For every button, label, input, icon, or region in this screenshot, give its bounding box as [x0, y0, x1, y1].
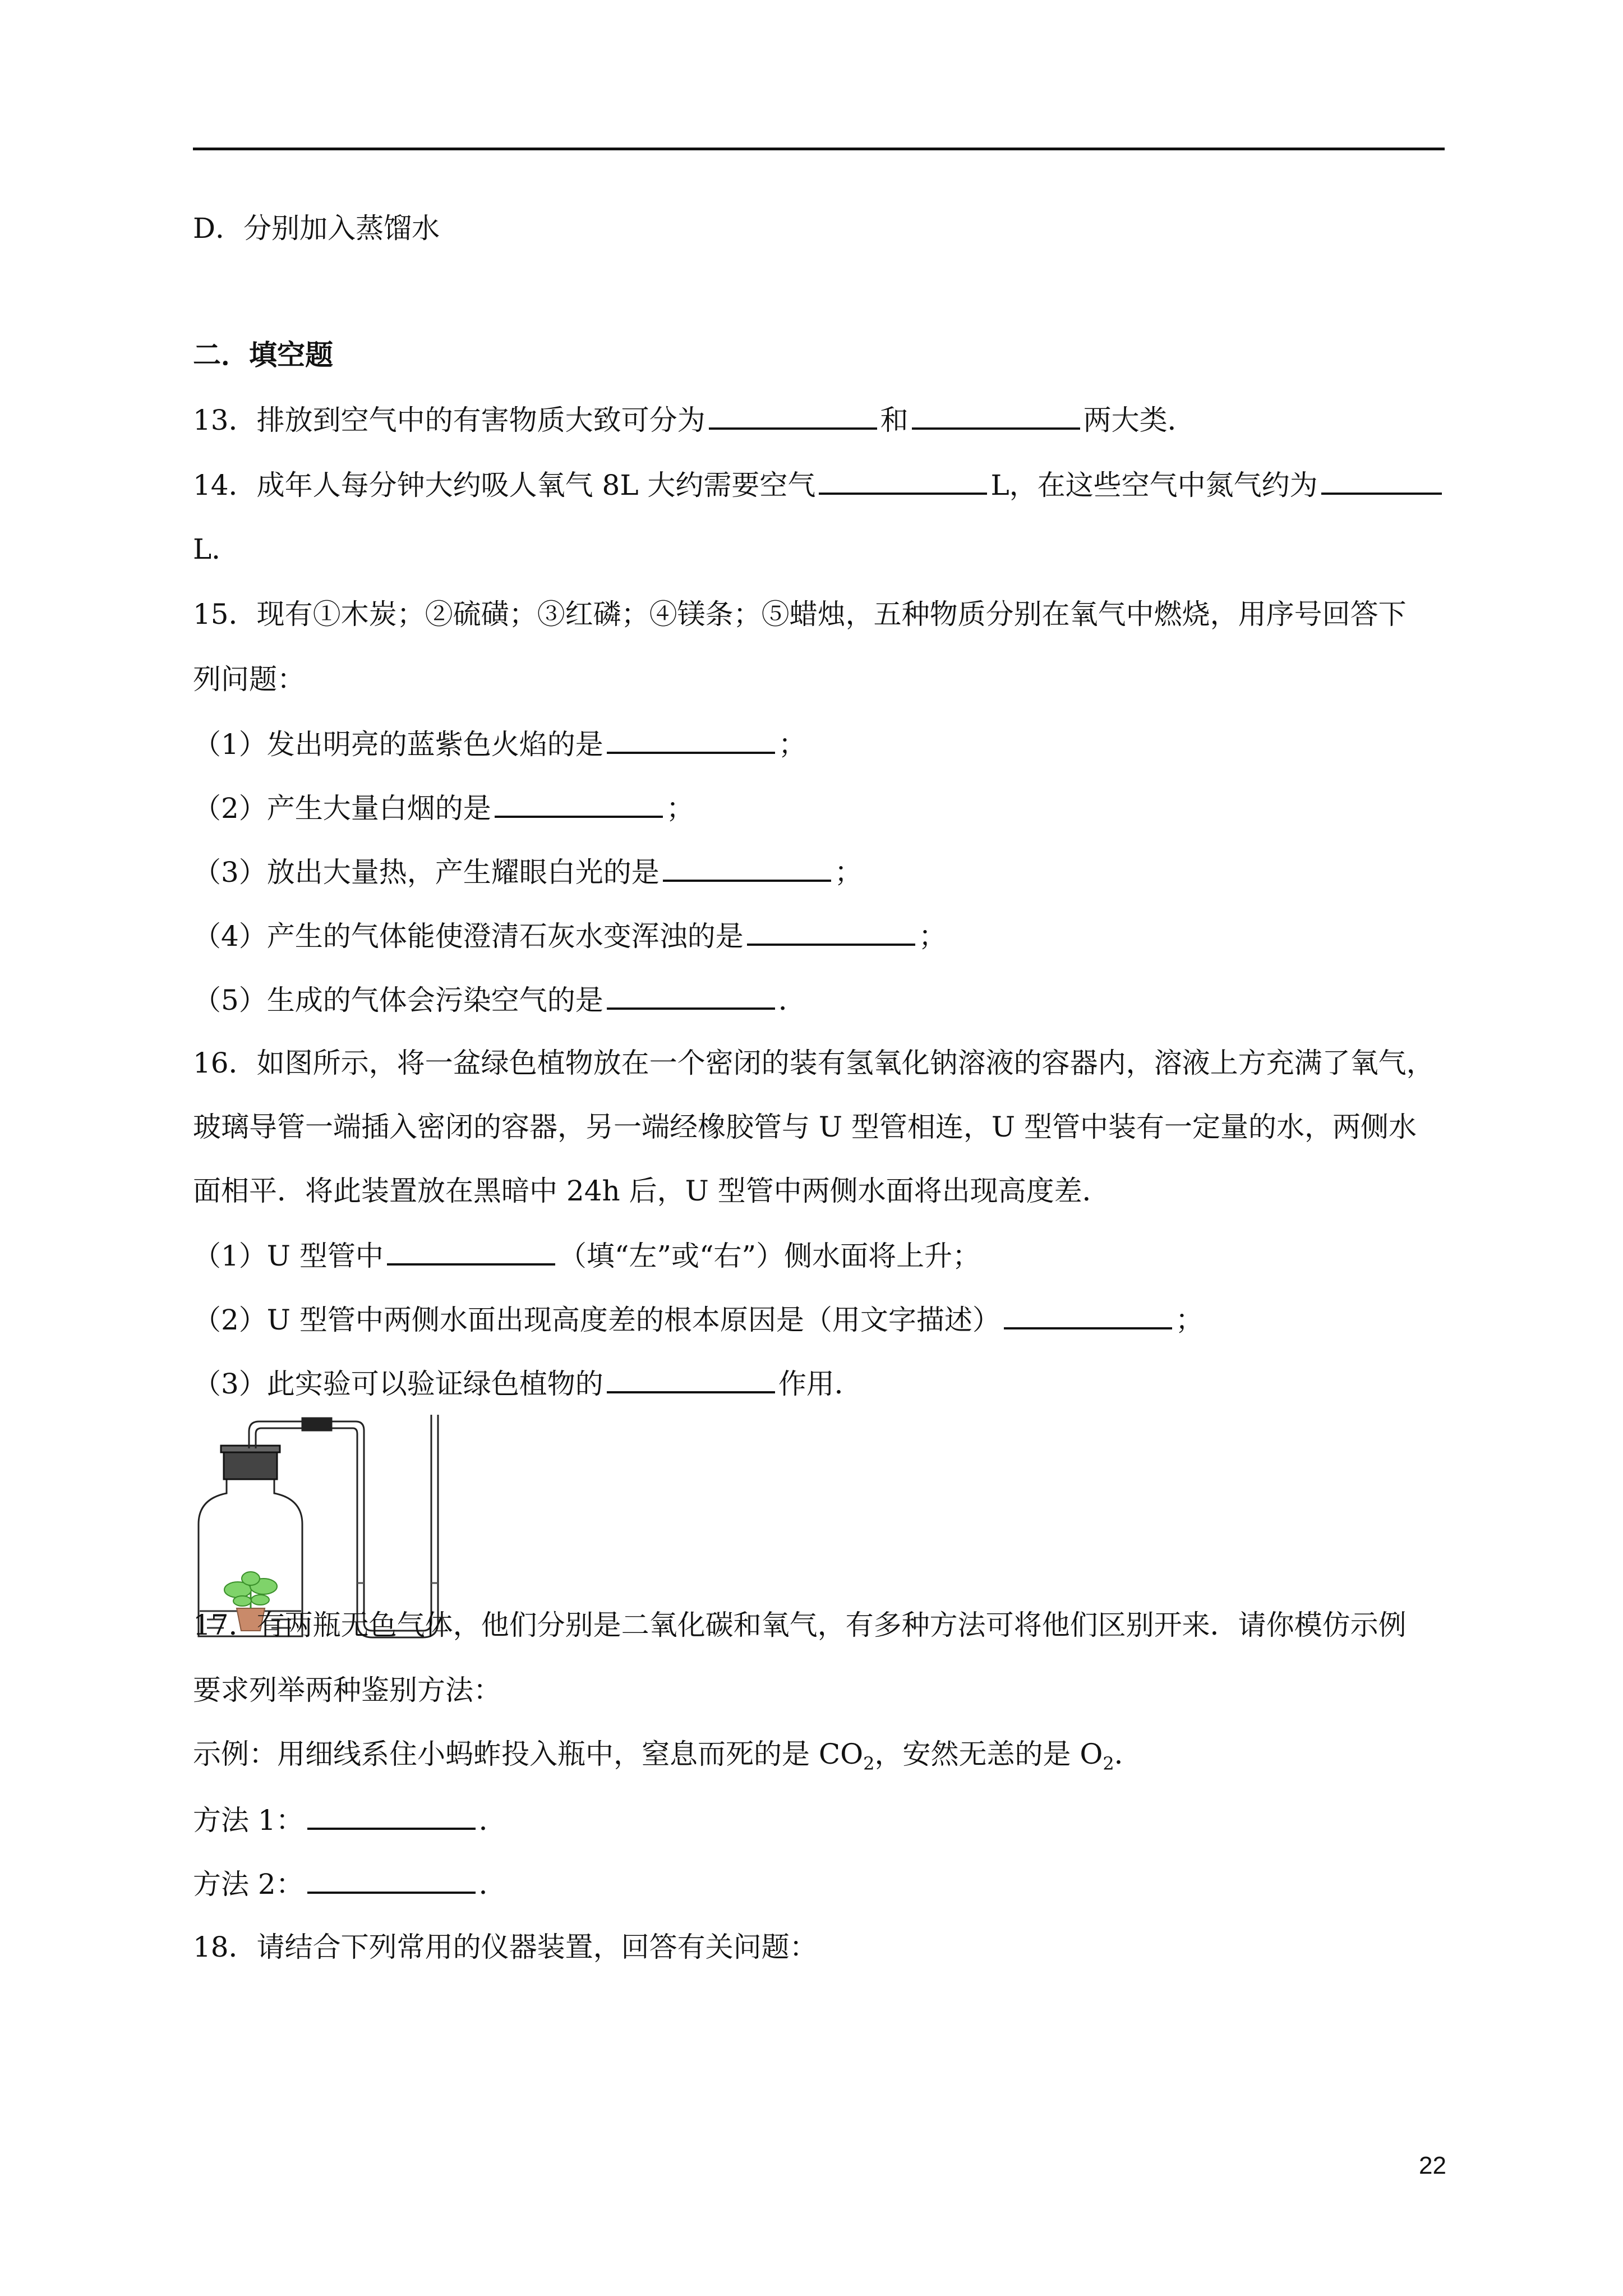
question-17-method1: 方法 1： ． — [193, 1800, 1449, 1840]
question-14-cont: L． — [193, 533, 240, 565]
question-15-line1: 15．现有①木炭；②硫磺；③红磷；④镁条；⑤蜡烛，五种物质分别在氧气中燃烧，用序号回答下 — [193, 598, 1407, 631]
answer-blank[interactable] — [607, 724, 775, 754]
question-15-sub4: （4）产生的气体能使澄清石灰水变浑浊的是 ； — [193, 915, 1449, 956]
answer-blank[interactable] — [747, 915, 915, 946]
answer-blank[interactable] — [307, 1864, 476, 1894]
question-16-line2: 玻璃导管一端插入密闭的容器，另一端经橡胶管与 U 型管相连，U 型管中装有一定量的水，两侧水 — [193, 1111, 1417, 1143]
question-17-method2: 方法 2： ． — [193, 1864, 1449, 1904]
answer-blank[interactable] — [819, 464, 987, 495]
answer-blank[interactable] — [387, 1235, 555, 1266]
question-16-sub3: （3）此实验可以验证绿色植物的 作用． — [193, 1363, 1449, 1404]
question-17-line2: 要求列举两种鉴别方法： — [193, 1674, 501, 1706]
question-16-line3: 面相平．将此装置放在黑暗中 24h 后，U 型管中两侧水面将出现高度差． — [193, 1175, 1110, 1207]
answer-blank[interactable] — [607, 1363, 775, 1393]
answer-blank[interactable] — [307, 1800, 476, 1830]
answer-blank[interactable] — [1321, 464, 1442, 495]
question-17-example: 示例：用细线系住小蚂蚱投入瓶中，窒息而死的是 $CO_2$，安然无恙的是 $O_2$． — [193, 1738, 1142, 1774]
question-15-sub3: （3）放出大量热，产生耀眼白光的是 ； — [193, 852, 1449, 892]
answer-blank[interactable] — [495, 788, 663, 818]
section-title: 二．填空题 — [193, 338, 333, 371]
answer-blank[interactable] — [709, 399, 877, 430]
question-13: 13．排放到空气中的有害物质大致可分为 和 两大类． — [193, 399, 1449, 440]
answer-blank[interactable] — [1004, 1299, 1172, 1329]
question-14: 14．成年人每分钟大约吸人氧气 8L 大约需要空气 L，在这些空气中氮气约为 — [193, 464, 1449, 505]
answer-blank[interactable] — [607, 979, 775, 1010]
question-15-sub5: （5）生成的气体会污染空气的是 ． — [193, 979, 1449, 1020]
question-15-sub1: （1）发出明亮的蓝紫色火焰的是 ； — [193, 724, 1449, 764]
option-d: D．分别加入蒸馏水 — [193, 212, 440, 245]
question-16-sub2: （2）U 型管中两侧水面出现高度差的根本原因是（用文字描述） ； — [193, 1299, 1449, 1340]
question-16-line1: 16．如图所示，将一盆绿色植物放在一个密闭的装有氢氧化钠溶液的容器内，溶液上方充满了氧气， — [193, 1047, 1435, 1079]
answer-blank[interactable] — [663, 852, 831, 882]
question-18: 18．请结合下列常用的仪器装置，回答有关问题： — [193, 1931, 818, 1963]
page-number: 22 — [1419, 2152, 1446, 2179]
question-15-sub2: （2）产生大量白烟的是 ； — [193, 788, 1449, 828]
answer-blank[interactable] — [912, 399, 1080, 430]
question-15-line2: 列问题： — [193, 663, 305, 696]
question-16-sub1: （1）U 型管中 （填“左”或“右”）侧水面将上升； — [193, 1235, 1449, 1276]
question-17-line1: 17．有两瓶无色气体，他们分别是二氧化碳和氧气，有多种方法可将他们区别开来．请你模仿示例 — [193, 1609, 1407, 1641]
header-rule — [193, 148, 1445, 150]
